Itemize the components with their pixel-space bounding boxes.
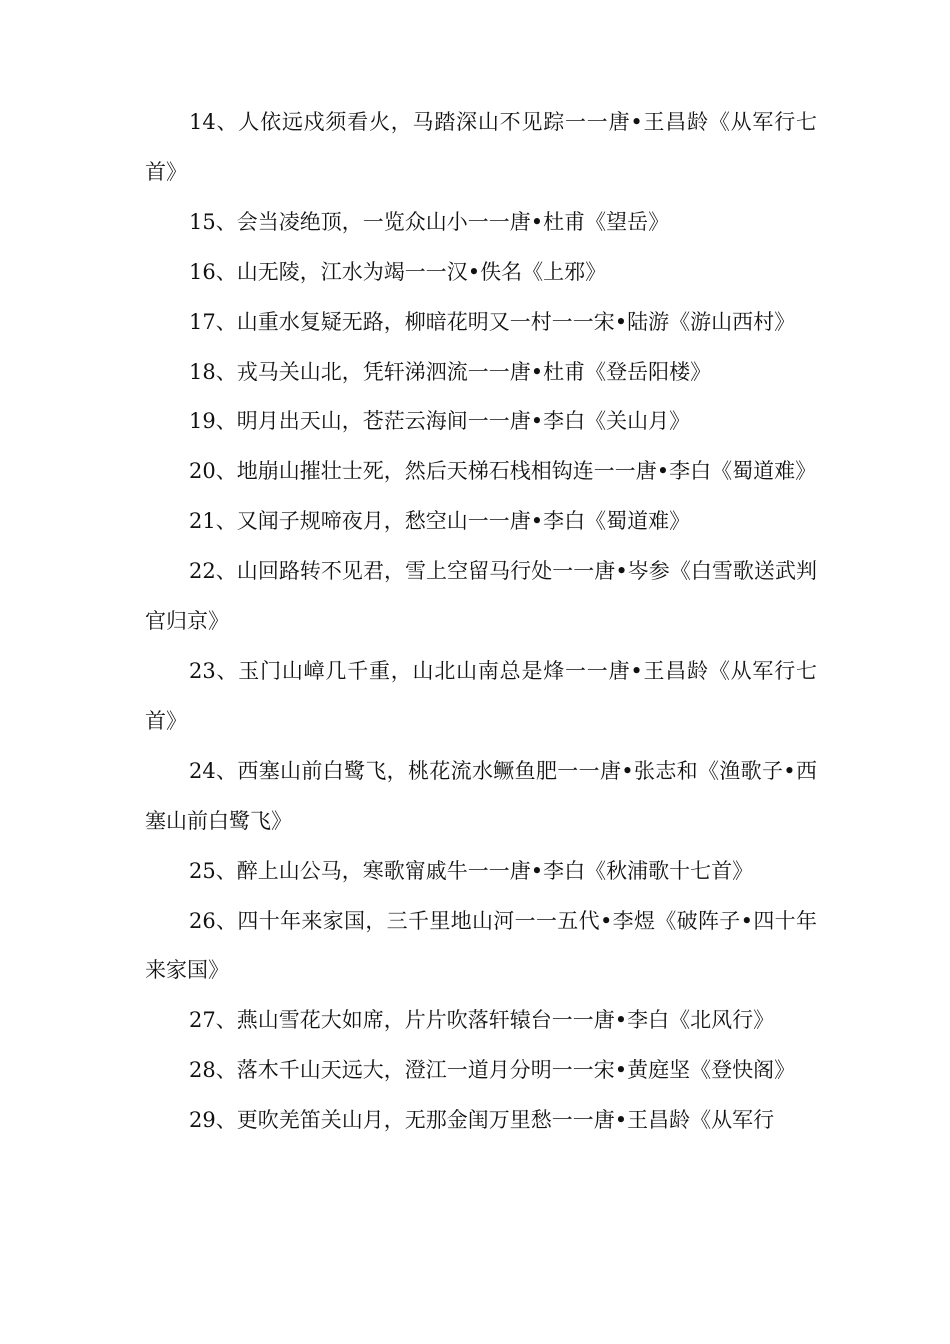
list-item: 16、山无陵，江水为竭一一汉•佚名《上邪》 xyxy=(189,259,607,284)
list-item: 25、醉上山公马，寒歌甯戚牛一一唐•李白《秋浦歌十七首》 xyxy=(189,858,754,883)
list-item: 15、会当凌绝顶，一览众山小一一唐•杜甫《望岳》 xyxy=(189,209,670,234)
list-item: 26、四十年来家国，三千里地山河一一五代•李煜《破阵子•四十年来家国》 xyxy=(145,908,817,983)
list-item: 17、山重水复疑无路，柳暗花明又一村一一宋•陆游《游山西村》 xyxy=(189,309,796,334)
list-item: 21、又闻子规啼夜月，愁空山一一唐•李白《蜀道难》 xyxy=(189,509,691,534)
list-item: 14、人依远戍须看火，马踏深山不见踪一一唐•王昌龄《从军行七首》 xyxy=(145,110,817,184)
list-item: 19、明月出天山，苍茫云海间一一唐•李白《关山月》 xyxy=(189,409,691,434)
list-item: 27、燕山雪花大如席，片片吹落轩辕台一一唐•李白《北风行》 xyxy=(189,1008,775,1033)
poem-list xyxy=(145,98,817,1146)
list-item: 28、落木千山天远大，澄江一道月分明一一宋•黄庭坚《登快阁》 xyxy=(189,1058,796,1083)
list-item: 29、更吹羌笛关山月，无那金闺万里愁一一唐•王昌龄《从军行 xyxy=(189,1108,775,1133)
list-item: 24、西塞山前白鹭飞，桃花流水鳜鱼肥一一唐•张志和《渔歌子•西塞山前白鹭飞》 xyxy=(145,758,817,833)
list-item: 23、玉门山嶂几千重，山北山南总是烽一一唐•王昌龄《从军行七首》 xyxy=(145,658,817,733)
list-item: 18、戎马关山北，凭轩涕泗流一一唐•杜甫《登岳阳楼》 xyxy=(189,359,712,384)
list-item: 20、地崩山摧壮士死，然后天梯石栈相钩连一一唐•李白《蜀道难》 xyxy=(189,459,817,484)
list-item: 22、山回路转不见君，雪上空留马行处一一唐•岑参《白雪歌送武判官归京》 xyxy=(145,559,817,634)
